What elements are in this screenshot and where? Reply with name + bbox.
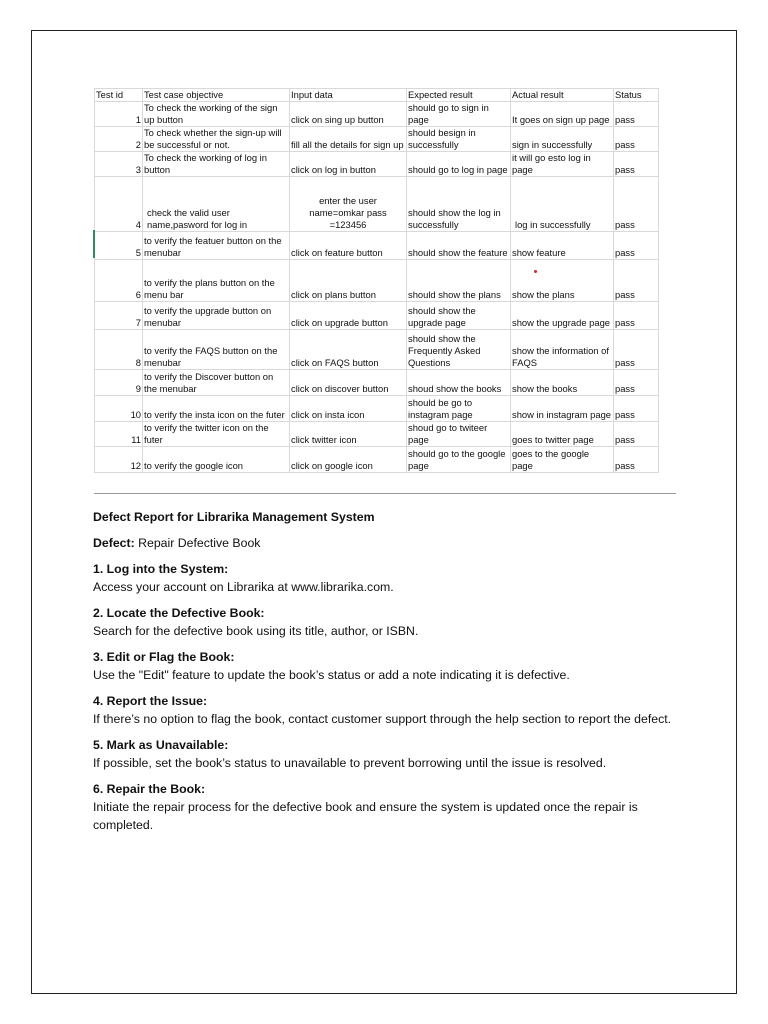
step-body: If there’s no option to flag the book, contact customer support through the help section to report the defect. <box>93 712 672 726</box>
cell-selection-marker <box>93 230 95 258</box>
header-input: Input data <box>290 89 407 102</box>
cell-objective: To check whether the sign-up will be successful or not. <box>143 127 290 152</box>
cell-actual: show in instagram page <box>511 396 614 422</box>
defect-line <box>93 534 693 552</box>
step-item <box>93 560 693 596</box>
table-header-row <box>95 89 659 102</box>
cell-status: pass <box>614 447 659 473</box>
table-row <box>95 177 659 232</box>
cell-expected: should show the feature <box>407 232 511 260</box>
cell-objective: To check the working of the sign up button <box>143 102 290 127</box>
cell-status: pass <box>614 396 659 422</box>
cell-objective: To check the working of log in button <box>143 152 290 177</box>
table-row <box>95 127 659 152</box>
cell-actual: show the books <box>511 370 614 396</box>
cell-expected: should go to log in page <box>407 152 511 177</box>
table-row <box>95 422 659 447</box>
cell-actual: log in successfully <box>511 177 614 232</box>
cell-id: 5 <box>95 232 143 260</box>
cell-id: 3 <box>95 152 143 177</box>
report-title: Defect Report for Librarika Management System <box>93 510 375 524</box>
cell-actual: show the upgrade page <box>511 302 614 330</box>
cell-objective: to verify the plans button on the menu bar <box>143 260 290 302</box>
cell-objective: to verify the insta icon on the futer <box>143 396 290 422</box>
step-title: 1. Log into the System: <box>93 562 229 576</box>
cell-expected: should show the Frequently Asked Questions <box>407 330 511 370</box>
step-title: 3. Edit or Flag the Book: <box>93 650 235 664</box>
cell-expected: should besign in successfully <box>407 127 511 152</box>
cell-objective: to verify the google icon <box>143 447 290 473</box>
header-objective: Test case objective <box>143 89 290 102</box>
cell-status: pass <box>614 102 659 127</box>
step-title: 4. Report the Issue: <box>93 694 208 708</box>
cell-expected: shoud go to twiteer page <box>407 422 511 447</box>
cell-expected: should show the log in successfully <box>407 177 511 232</box>
table-row <box>95 302 659 330</box>
cell-input: click twitter icon <box>290 422 407 447</box>
cell-input: click on plans button <box>290 260 407 302</box>
cell-actual: show the information of FAQS <box>511 330 614 370</box>
cell-status: pass <box>614 330 659 370</box>
table-row <box>95 447 659 473</box>
cell-id: 4 <box>95 177 143 232</box>
table-row <box>95 102 659 127</box>
cell-status: pass <box>614 232 659 260</box>
table-row <box>95 260 659 302</box>
cell-status: pass <box>614 260 659 302</box>
cell-actual: It goes on sign up page <box>511 102 614 127</box>
cell-id: 12 <box>95 447 143 473</box>
header-status: Status <box>614 89 659 102</box>
table-row <box>95 370 659 396</box>
section-divider <box>94 493 676 494</box>
step-item <box>93 604 693 640</box>
cell-expected: should be go to instagram page <box>407 396 511 422</box>
red-dot-mark <box>534 270 537 273</box>
header-test-id: Test id <box>95 89 143 102</box>
cell-id: 6 <box>95 260 143 302</box>
cell-actual: goes to twitter page <box>511 422 614 447</box>
cell-input: click on insta icon <box>290 396 407 422</box>
cell-input: click on upgrade button <box>290 302 407 330</box>
step-item <box>93 648 693 684</box>
cell-actual: sign in successfully <box>511 127 614 152</box>
cell-status: pass <box>614 302 659 330</box>
cell-id: 8 <box>95 330 143 370</box>
table-row <box>95 330 659 370</box>
cell-expected: shoud show the books <box>407 370 511 396</box>
cell-expected: should go to sign in page <box>407 102 511 127</box>
cell-input: enter the user name=omkar pass =123456 <box>290 177 407 232</box>
cell-actual: goes to the google page <box>511 447 614 473</box>
cell-input: click on log in button <box>290 152 407 177</box>
cell-id: 10 <box>95 396 143 422</box>
table-row <box>95 152 659 177</box>
step-title: 6. Repair the Book: <box>93 782 206 796</box>
cell-objective: to verify the upgrade button on menubar <box>143 302 290 330</box>
header-actual: Actual result <box>511 89 614 102</box>
cell-actual-text: show the plans <box>512 289 575 300</box>
cell-expected: should show the plans <box>407 260 511 302</box>
cell-objective: to verify the FAQS button on the menubar <box>143 330 290 370</box>
cell-id: 1 <box>95 102 143 127</box>
cell-status: pass <box>614 177 659 232</box>
cell-expected: should go to the google page <box>407 447 511 473</box>
cell-actual <box>511 260 614 302</box>
cell-status: pass <box>614 127 659 152</box>
cell-status: pass <box>614 422 659 447</box>
step-item <box>93 692 693 728</box>
cell-input: fill all the details for sign up <box>290 127 407 152</box>
step-body: If possible, set the book’s status to unavailable to prevent borrowing until the issue is resolved. <box>93 756 607 770</box>
cell-id: 9 <box>95 370 143 396</box>
cell-objective: to verify the featuer button on the menubar <box>143 232 290 260</box>
cell-id: 7 <box>95 302 143 330</box>
cell-expected: should show the upgrade page <box>407 302 511 330</box>
defect-label: Defect: <box>93 536 135 550</box>
header-expected: Expected result <box>407 89 511 102</box>
step-title: 2. Locate the Defective Book: <box>93 606 265 620</box>
defect-report <box>93 508 693 842</box>
step-item <box>93 736 693 772</box>
cell-input: click on FAQS button <box>290 330 407 370</box>
cell-input: click on feature button <box>290 232 407 260</box>
cell-objective: to verify the Discover button on the menubar <box>143 370 290 396</box>
step-item <box>93 780 693 834</box>
step-body: Use the "Edit" feature to update the book’s status or add a note indicating it is defective. <box>93 668 570 682</box>
cell-id: 11 <box>95 422 143 447</box>
cell-actual: show feature <box>511 232 614 260</box>
step-body: Access your account on Librarika at www.librarika.com. <box>93 580 394 594</box>
step-title: 5. Mark as Unavailable: <box>93 738 229 752</box>
step-body: Search for the defective book using its title, author, or ISBN. <box>93 624 419 638</box>
test-case-table <box>94 88 659 473</box>
cell-status: pass <box>614 152 659 177</box>
cell-input: click on sing up button <box>290 102 407 127</box>
table-row <box>95 396 659 422</box>
cell-objective: check the valid user name,pasword for log in <box>143 177 290 232</box>
cell-input: click on google icon <box>290 447 407 473</box>
step-body: Initiate the repair process for the defective book and ensure the system is updated once the repair is completed. <box>93 800 638 832</box>
cell-input: click on discover button <box>290 370 407 396</box>
cell-status: pass <box>614 370 659 396</box>
defect-value: Repair Defective Book <box>138 536 261 550</box>
cell-actual: it will go esto log in page <box>511 152 614 177</box>
cell-objective: to verify the twitter icon on the futer <box>143 422 290 447</box>
cell-id: 2 <box>95 127 143 152</box>
table-row <box>95 232 659 260</box>
